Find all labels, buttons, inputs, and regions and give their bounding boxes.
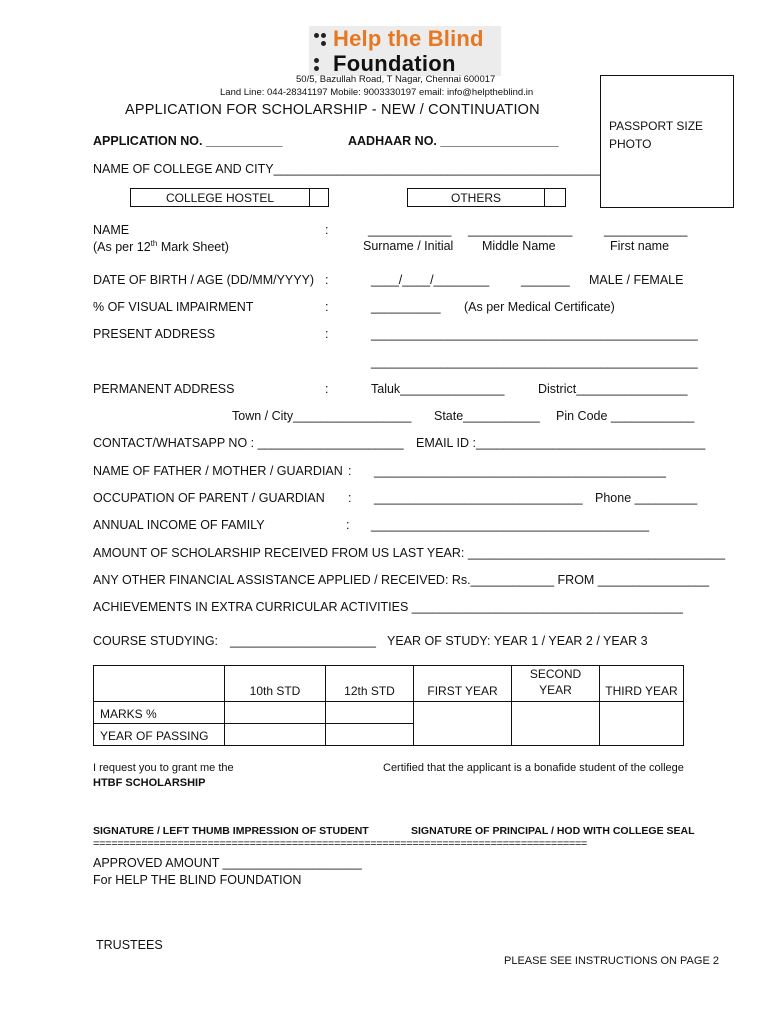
aadhaar-no-field[interactable]: AADHAAR NO. _________________ — [348, 134, 559, 148]
college-field[interactable]: NAME OF COLLEGE AND CITY_______________________________________________ — [93, 162, 601, 176]
colon: : — [348, 491, 352, 505]
org-address: 50/5, Bazullah Road, T Nagar, Chennai 600017 — [296, 74, 496, 85]
for-org-label: For HELP THE BLIND FOUNDATION — [93, 873, 302, 887]
colon: : — [346, 518, 350, 532]
occupation-label: OCCUPATION OF PARENT / GUARDIAN — [93, 491, 325, 505]
table-cell[interactable] — [326, 724, 414, 746]
section-divider: ================================================================================== — [93, 838, 587, 850]
colon: : — [325, 382, 329, 396]
table-cell[interactable] — [225, 702, 326, 724]
age-field[interactable]: _______ — [521, 273, 570, 287]
first-name-label: First name — [610, 239, 670, 253]
name-note: (As per 12th Mark Sheet) — [93, 239, 229, 255]
town-field[interactable]: Town / City_________________ — [232, 409, 412, 423]
vi-field[interactable]: __________ — [371, 300, 441, 314]
surname-label: Surname / Initial — [363, 239, 454, 253]
state-field[interactable]: State___________ — [434, 409, 540, 423]
scholarship-name: HTBF SCHOLARSHIP — [93, 777, 206, 789]
instructions-note: PLEASE SEE INSTRUCTIONS ON PAGE 2 — [504, 955, 719, 967]
district-field[interactable]: District________________ — [538, 382, 688, 396]
scholarship-received-field[interactable]: AMOUNT OF SCHOLARSHIP RECEIVED FROM US LAST YEAR: _____________________________________ — [93, 546, 726, 560]
table-header-cell: SECOND YEAR — [512, 666, 600, 702]
table-header-cell: FIRST YEAR — [414, 666, 512, 702]
income-field[interactable]: ________________________________________ — [371, 518, 650, 532]
table-header-cell: 10th STD — [225, 666, 326, 702]
dob-label: DATE OF BIRTH / AGE (DD/MM/YYYY) — [93, 273, 315, 287]
table-header-row — [94, 666, 684, 702]
vi-label: % OF VISUAL IMPAIRMENT — [93, 300, 254, 314]
middle-name-field[interactable]: _______________ — [468, 223, 573, 237]
others-option[interactable] — [407, 188, 566, 207]
application-no-field[interactable]: APPLICATION NO. ___________ — [93, 134, 283, 148]
approved-amount-field[interactable]: APPROVED AMOUNT ____________________ — [93, 856, 362, 870]
row-label-year-of-passing: YEAR OF PASSING — [94, 724, 225, 746]
table-cell[interactable] — [326, 702, 414, 724]
college-hostel-label: COLLEGE HOSTEL — [165, 191, 275, 205]
course-label: COURSE STUDYING: — [93, 634, 219, 648]
marks-table — [93, 665, 684, 746]
occupation-field[interactable]: ______________________________ — [374, 491, 583, 505]
middle-name-label: Middle Name — [482, 239, 556, 253]
colon: : — [348, 464, 352, 478]
others-checkbox[interactable] — [544, 188, 545, 207]
parent-name-field[interactable]: __________________________________________ — [374, 464, 666, 478]
certified-text: Certified that the applicant is a bonafide student of the college — [383, 762, 684, 774]
vi-note: (As per Medical Certificate) — [464, 300, 615, 314]
logo-text-line2: Foundation — [333, 51, 456, 76]
taluk-field[interactable]: Taluk_______________ — [371, 382, 505, 396]
first-name-field[interactable]: ____________ — [604, 223, 688, 237]
colon: : — [325, 223, 329, 237]
passport-photo-box — [600, 75, 734, 208]
phone-field[interactable]: Phone _________ — [595, 491, 698, 505]
table-cell[interactable] — [225, 724, 326, 746]
course-field[interactable]: _____________________ — [230, 634, 376, 648]
request-text: I request you to grant me the — [93, 762, 234, 774]
name-label: NAME — [93, 223, 130, 237]
table-cell[interactable] — [512, 702, 600, 746]
photo-label-line2: PHOTO — [609, 137, 652, 151]
form-title: APPLICATION FOR SCHOLARSHIP - NEW / CONTINUATION — [125, 102, 540, 118]
table-cell[interactable] — [414, 702, 512, 746]
colon: : — [325, 300, 329, 314]
table-row — [94, 702, 684, 724]
email-field[interactable]: EMAIL ID :_________________________________ — [416, 436, 706, 450]
student-signature-label: SIGNATURE / LEFT THUMB IMPRESSION OF STUDENT — [93, 825, 369, 837]
parent-name-label: NAME OF FATHER / MOTHER / GUARDIAN — [93, 464, 343, 478]
table-header-cell — [94, 666, 225, 702]
colon: : — [325, 327, 329, 341]
gender-options[interactable]: MALE / FEMALE — [589, 273, 684, 287]
org-contact: Land Line: 044-28341197 Mobile: 9003330197 email: info@helptheblind.in — [220, 87, 534, 98]
income-label: ANNUAL INCOME OF FAMILY — [93, 518, 265, 532]
dob-field[interactable]: ____/____/________ — [371, 273, 490, 287]
logo-text-line1: Help the Blind — [333, 26, 484, 51]
year-of-study-options[interactable]: YEAR OF STUDY: YEAR 1 / YEAR 2 / YEAR 3 — [387, 634, 648, 648]
pincode-field[interactable]: Pin Code ____________ — [556, 409, 695, 423]
trustees-label: TRUSTEES — [96, 938, 163, 952]
permanent-address-label: PERMANENT ADDRESS — [93, 382, 235, 396]
contact-field[interactable]: CONTACT/WHATSAPP NO : _____________________ — [93, 436, 404, 450]
others-label: OTHERS — [450, 191, 501, 205]
colon: : — [325, 273, 329, 287]
photo-label-line1: PASSPORT SIZE — [609, 119, 704, 133]
foundation-logo — [309, 26, 501, 76]
other-assistance-field[interactable]: ANY OTHER FINANCIAL ASSISTANCE APPLIED / RECEIVED: Rs.____________ FROM ________________ — [93, 573, 710, 587]
achievements-field[interactable]: ACHIEVEMENTS IN EXTRA CURRICULAR ACTIVITIES _______________________________________ — [93, 600, 683, 614]
braille-dots-icon — [314, 30, 328, 74]
college-hostel-option[interactable] — [130, 188, 329, 207]
college-hostel-checkbox[interactable] — [309, 188, 310, 207]
surname-field[interactable]: ____________ — [368, 223, 452, 237]
present-address-line1[interactable]: _______________________________________________ — [371, 327, 698, 341]
row-label-marks: MARKS % — [94, 702, 225, 724]
present-address-label: PRESENT ADDRESS — [93, 327, 216, 341]
table-cell[interactable] — [600, 702, 684, 746]
principal-signature-label: SIGNATURE OF PRINCIPAL / HOD WITH COLLEGE SEAL — [411, 825, 695, 837]
table-header-cell: THIRD YEAR — [600, 666, 684, 702]
table-header-cell: 12th STD — [326, 666, 414, 702]
present-address-line2[interactable]: _______________________________________________ — [371, 355, 698, 369]
